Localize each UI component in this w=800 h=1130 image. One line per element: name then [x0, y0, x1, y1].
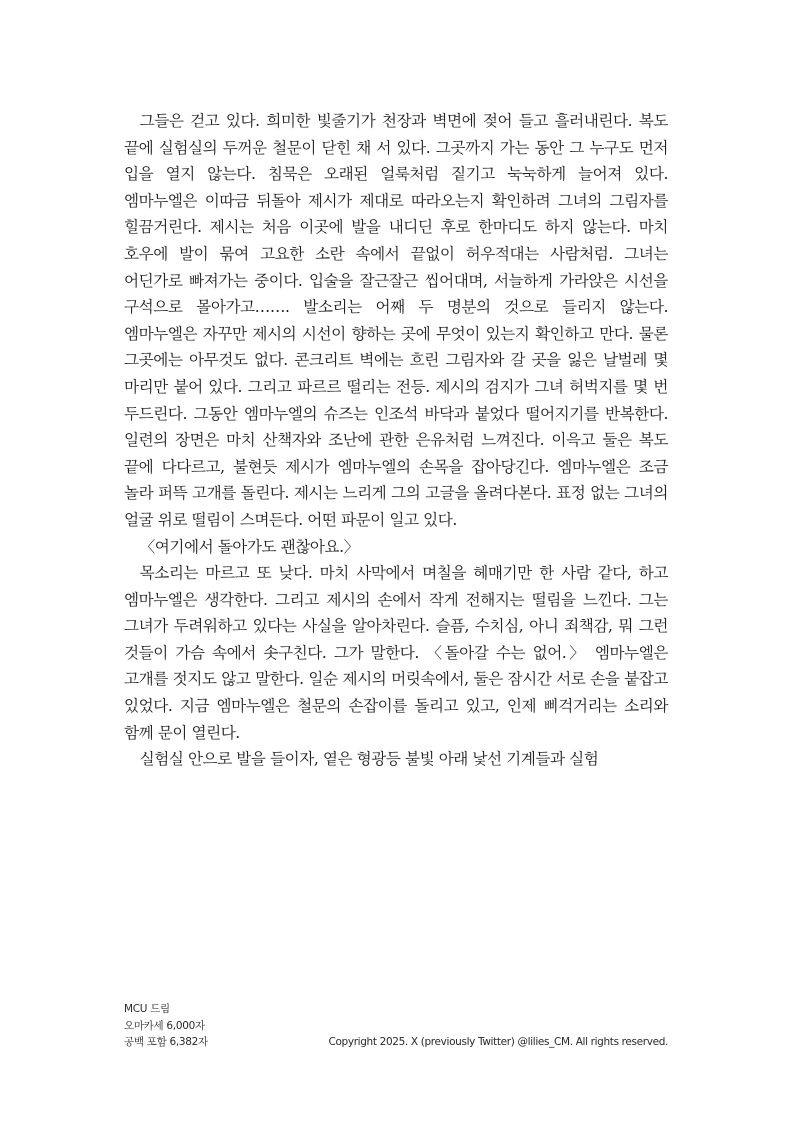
paragraph: 목소리는 마르고 또 낮다. 마치 사막에서 며칠을 헤매기만 한 사람 같다, 하고 엠마누엘은 생각한다. 그리고 제시의 손에서 작게 전해지는 떨림을 느낀다. 그는 그녀가 두려워하고 있다는 사실을 알아차린다. 슬픔, 수치심, 아니 죄책감, 뭐 그런 것들이 가슴 속에서 솟구친다. 그가 말한다. 〈돌아갈 수는 없어.〉 엠마누엘은 고개를 젓지도 않고 말한다. 일순 제시의 머릿속에서, 둘은 잠시간 서로 손을 붙잡고 있었다. 지금 엠마누엘은 철문의 손잡이를 돌리고 있고, 인제 삐걱거리는 소리와 함께 문이 열린다.	[124, 564, 668, 742]
paragraph: 그들은 걷고 있다. 희미한 빛줄기가 천장과 벽면에 젖어 들고 흘러내린다. 복도 끝에 실험실의 두꺼운 철문이 닫힌 채 서 있다. 그곳까지 가는 동안 그 누구도 먼저 입을 열지 않는다. 침묵은 오래된 얼룩처럼 짙기고 눅눅하게 늘어져 있다. 엠마누엘은 이따금 뒤돌아 제시가 제대로 따라오는지 확인하려 그녀의 그림자를 힐끔거린다. 제시는 처음 이곳에 발을 내디딘 후로 한마디도 하지 않는다. 마치 호우에 발이 묶여 고요한 소란 속에서 끝없이 허우적대는 사람처럼. 그녀는 어딘가로 빠져가는 중이다. 입술을 잘근잘근 씹어대며, 서늘하게 가라앉은 시선을 구석으로 몰아가고……. 발소리는 어째 두 명분의 것으로 들리지 않는다. 엠마누엘은 자꾸만 제시의 시선이 향하는 곳에 무엇이 있는지 확인하고 만다. 물론 그곳에는 아무것도 없다. 콘크리트 벽에는 흐린 그림자와 갈 곳을 잃은 날벌레 몇 마리만 붙어 있다. 그리고 파르르 떨리는 전등. 제시의 검지가 그녀 허벅지를 몇 번 두드린다. 그동안 엠마누엘의 슈즈는 인조석 바닥과 붙었다 떨어지기를 반복한다. 일련의 장면은 마치 산책자와 조난에 관한 은유처럼 느껴진다. 이윽고 둘은 복도 끝에 다다르고, 불현듯 제시가 엠마누엘의 손목을 잡아당긴다. 엠마누엘은 조금 놀라 퍼뜩 고개를 돌린다. 제시는 느리게 그의 고글을 올려다본다. 표정 없는 그녀의 얼굴 위로 떨림이 스며든다. 어떤 파문이 일고 있다.	[124, 112, 668, 529]
footer-title: MCU 드림	[124, 1003, 170, 1015]
footer-copyright: Copyright 2025. X (previously Twitter) @lilies_CM. All rights reserved.	[328, 1036, 668, 1048]
story-text	[124, 108, 668, 773]
paragraph: 〈여기에서 돌아가도 괜찮아요.〉	[139, 537, 359, 556]
paragraph: 실험실 안으로 발을 들이자, 옅은 형광등 불빛 아래 낯선 기계들과 실험	[139, 750, 599, 769]
footer-char-count-with-spaces: 공백 포함 6,382자	[124, 1036, 208, 1048]
footer-meta	[124, 1001, 208, 1051]
footer-char-count: 오마카세 6,000자	[124, 1019, 205, 1032]
